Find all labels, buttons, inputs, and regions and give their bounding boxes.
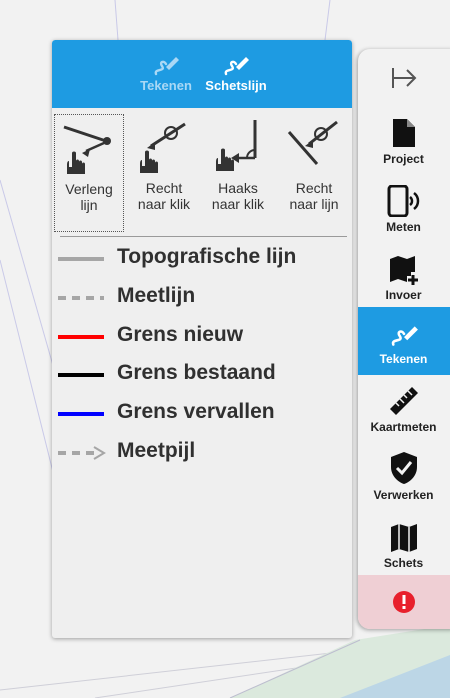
toolbar-item-invoer[interactable] — [358, 243, 450, 311]
main-toolbar — [358, 49, 450, 629]
legend-label: Grens nieuw — [117, 322, 244, 346]
straight-to-line-icon — [278, 114, 350, 180]
document-icon — [358, 107, 450, 149]
extend-line-icon — [55, 115, 123, 181]
tool-haaks-naar-klik[interactable] — [202, 114, 274, 232]
legend-label: Grens vervallen — [117, 400, 275, 424]
dashed-arrow-swatch — [58, 445, 108, 461]
straight-to-click-icon — [128, 114, 200, 180]
legend-item-grens-bestaand[interactable] — [52, 359, 352, 398]
toolbar-label: Tekenen — [379, 352, 428, 366]
tool-recht-naar-klik-label: Recht naar klik — [137, 180, 191, 212]
tool-recht-naar-lijn-label: Recht naar lijn — [289, 180, 339, 212]
collapse-arrow-icon — [389, 66, 419, 90]
toolbar-item-verwerken[interactable] — [358, 443, 450, 511]
legend-item-meetpijl[interactable] — [52, 437, 352, 476]
pencil-curve-icon — [131, 52, 201, 78]
line-legend — [52, 243, 352, 476]
blue-line-swatch — [58, 408, 108, 420]
toolbar-label: Project — [383, 152, 424, 166]
toolbar-item-schets[interactable] — [358, 511, 450, 579]
tool-recht-naar-lijn[interactable] — [278, 114, 350, 232]
shield-check-icon — [358, 443, 450, 485]
map-add-icon — [358, 243, 450, 285]
pencil-curve-icon — [201, 52, 271, 78]
legend-item-grens-nieuw[interactable] — [52, 321, 352, 360]
toolbar-label: Meten — [386, 220, 421, 234]
perpendicular-to-click-icon — [202, 114, 274, 180]
legend-label: Meetlijn — [117, 283, 196, 307]
toolbar-item-project[interactable] — [358, 107, 450, 175]
red-line-swatch — [58, 331, 108, 343]
legend-label: Topografische lijn — [117, 245, 297, 268]
ruler-icon — [358, 375, 450, 417]
toolbar-label: Schets — [383, 556, 424, 570]
pencil-curve-icon — [358, 307, 450, 349]
toolbar-item-tekenen[interactable] — [358, 307, 450, 375]
toolbar-label: Invoer — [385, 288, 422, 302]
tab-schetslijn[interactable] — [201, 52, 271, 93]
tool-verleng-lijn-label: Verleng lijn — [65, 181, 113, 213]
tool-verleng-lijn[interactable] — [54, 114, 124, 232]
phone-signal-icon — [358, 175, 450, 217]
drawing-panel — [52, 40, 352, 638]
panel-header — [52, 40, 352, 108]
solid-line-swatch — [58, 253, 108, 265]
tab-schetslijn-label: Schetslijn — [205, 78, 267, 93]
legend-item-topografische-lijn[interactable] — [52, 243, 352, 282]
dashed-line-swatch — [58, 292, 108, 304]
map-icon — [358, 511, 450, 553]
legend-label: Meetpijl — [117, 438, 196, 462]
black-line-swatch — [58, 369, 108, 381]
toolbar-label: Kaartmeten — [370, 420, 437, 434]
tool-recht-naar-klik[interactable] — [128, 114, 200, 232]
error-indicator[interactable] — [358, 575, 450, 629]
toolbar-label: Verwerken — [373, 488, 434, 502]
legend-item-meetlijn[interactable] — [52, 282, 352, 321]
legend-item-grens-vervallen[interactable] — [52, 398, 352, 437]
tab-tekenen[interactable] — [131, 52, 201, 93]
legend-label: Grens bestaand — [117, 361, 276, 385]
toolbar-item-kaartmeten[interactable] — [358, 375, 450, 443]
error-icon — [392, 590, 416, 614]
divider — [60, 236, 347, 237]
drawing-tools — [52, 114, 352, 232]
toolbar-item-meten[interactable] — [358, 175, 450, 243]
collapse-button[interactable] — [358, 49, 450, 107]
tool-haaks-naar-klik-label: Haaks naar klik — [211, 180, 265, 212]
tab-tekenen-label: Tekenen — [140, 78, 192, 93]
